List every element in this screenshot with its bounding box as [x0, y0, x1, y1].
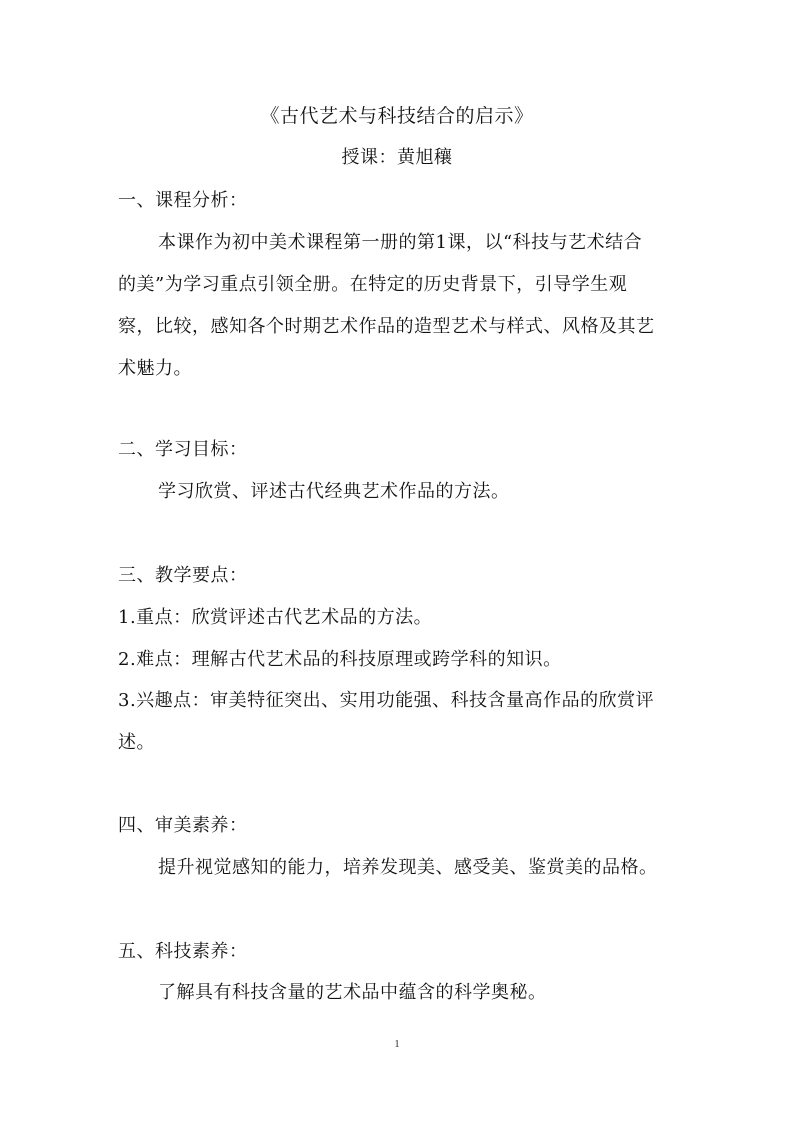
- author-line: 授课：黄旭穰: [341, 147, 453, 168]
- section-heading-teaching-points: 三、教学要点：: [118, 565, 248, 586]
- teaching-point-interest: 3.兴趣点：审美特征突出、实用功能强、科技含量高作品的欣赏评: [118, 690, 655, 711]
- learning-goals-line-1: 学习欣赏、评述古代经典艺术作品的方法。: [158, 481, 510, 502]
- teaching-point-difficulty: 2.难点：理解古代艺术品的科技原理或跨学科的知识。: [118, 649, 562, 670]
- course-analysis-line-3: 察，比较，感知各个时期艺术作品的造型艺术与样式、风格及其艺: [118, 316, 655, 337]
- document-title: 《古代艺术与科技结合的启示》: [260, 105, 534, 127]
- course-analysis-line-1: 本课作为初中美术课程第一册的第1课，以“科技与艺术结合: [158, 232, 643, 253]
- page-number: 1: [394, 1038, 400, 1050]
- course-analysis-line-2: 的美”为学习重点引领全册。在特定的历史背景下，引导学生观: [118, 274, 628, 295]
- teaching-point-key: 1.重点：欣赏评述古代艺术品的方法。: [118, 607, 433, 628]
- aesthetic-literacy-line-1: 提升视觉感知的能力，培养发现美、感受美、鉴赏美的品格。: [158, 857, 658, 878]
- course-analysis-line-4: 术魅力。: [118, 358, 192, 379]
- teaching-point-interest-continued: 述。: [118, 732, 155, 753]
- section-heading-course-analysis: 一、课程分析：: [118, 190, 248, 211]
- section-heading-learning-goals: 二、学习目标：: [118, 439, 248, 460]
- section-heading-aesthetic-literacy: 四、审美素养：: [118, 815, 248, 836]
- technology-literacy-line-1: 了解具有科技含量的艺术品中蕴含的科学奥秘。: [158, 982, 547, 1003]
- section-heading-technology-literacy: 五、科技素养：: [118, 941, 248, 962]
